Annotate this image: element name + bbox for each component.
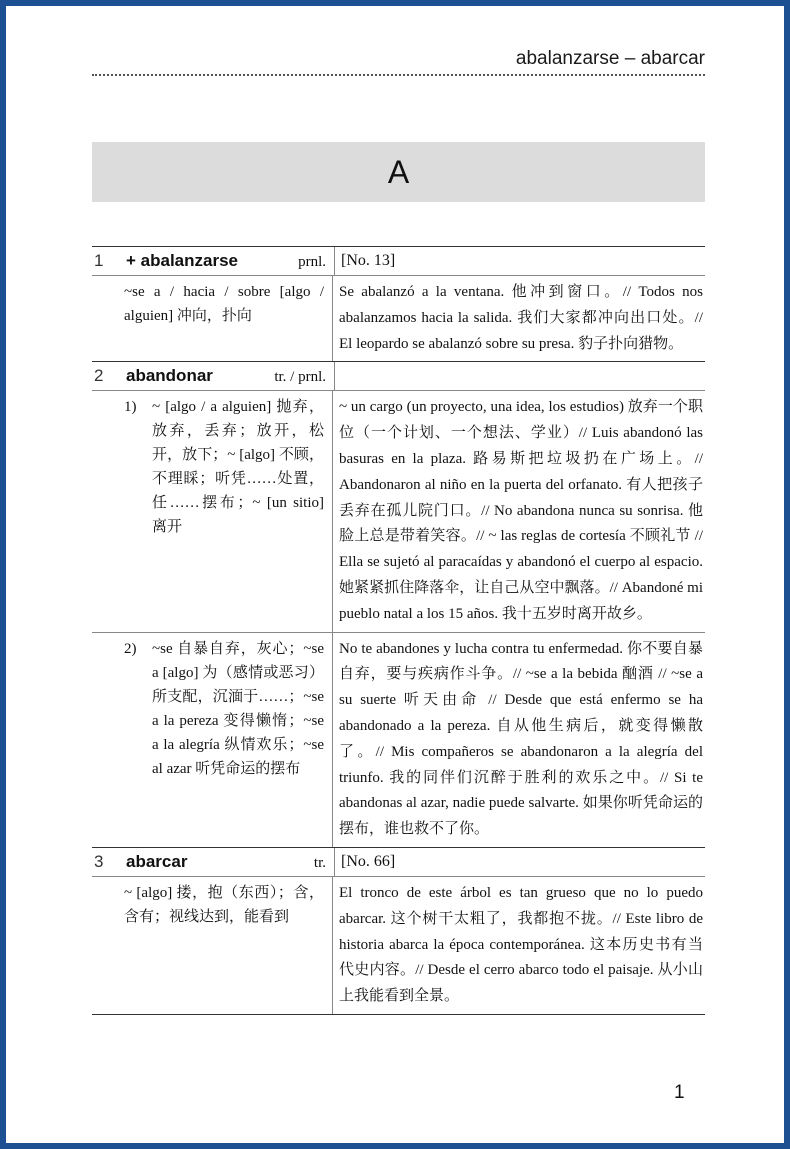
sense-examples: ~ un cargo (un proyecto, una idea, los estudios) 放弃一个职位（一个计划、一个想法、学业）// Luis abandonó las basuras en la plaza. 路易斯把垃圾扔在广场上。// Abandonaron al niño en la puerta del orfanato. 有人把孩子丢弃在孤儿院门口。// No abandona nunca su sonrisa. 他脸上总是带着笑容。// ~ las reglas de cortesía 不顾礼节 // Ella se sujetó al paracaídas y abandonó el cuerpo al espacio. 她紧紧抓住降落伞，让自己从空中飘落。// Abandoné mi pueblo natal a los 15 años. 我十五岁时离开故乡。 — [332, 391, 705, 631]
reference-cell — [334, 848, 705, 876]
sense-row — [92, 877, 705, 1014]
entry-abalanzarse — [92, 247, 705, 362]
sense-definition: ~se a / hacia / sobre [algo / alguien] 冲向，扑向 — [124, 284, 324, 324]
running-head: abalanzarse – abarcar — [515, 48, 705, 69]
sense-definition-text: ~ [algo / a alguien] 抛弃，放弃，丢弃；放开，松开，放下；~ [algo] 不顾，不理睬；听凭……处置，任……摆布；~ [un sitio] 离开 — [152, 399, 324, 536]
entry-abandonar — [92, 362, 705, 848]
reference-cell — [334, 362, 705, 390]
entry-number: 2 — [94, 366, 104, 386]
part-of-speech: tr. — [313, 854, 326, 871]
sense-row — [92, 632, 705, 847]
section-letter-banner — [92, 142, 705, 202]
sense-examples: Se abalanzó a la ventana. 他冲到窗口。// Todos nos abalanzamos hacia la salida. 我们大家都冲向出口处。// El leopardo se abalanzó sobre su presa. 豹子扑向猎物。 — [332, 276, 705, 361]
part-of-speech: tr. / prnl. — [274, 369, 326, 386]
entry-number: 1 — [94, 251, 104, 270]
sense-examples: El tronco de este árbol es tan grueso que no lo puedo abarcar. 这个树干太粗了，我都抱不拢。// Este libro de historia abarca la época contemporánea. 这本历史书有当代史内容。// Desde el cerro abarco todo el paisaje. 从小山上我能看到全景。 — [332, 877, 705, 1014]
section-letter: A — [387, 153, 410, 190]
entry-number: 3 — [94, 851, 104, 871]
headword: abarcar — [126, 851, 188, 871]
headword-cell — [126, 852, 334, 872]
headword-cell — [126, 251, 334, 271]
sense-number: 1) — [124, 399, 137, 416]
headword-cell — [126, 366, 334, 386]
header-dotted-rule — [92, 74, 705, 76]
sense-definition — [124, 391, 332, 631]
reference-number: [No. 66] — [341, 852, 396, 870]
sense-number: 2) — [124, 640, 137, 657]
sense-definition-text: ~se 自暴自弃，灰心；~se a [algo] 为（感情或恶习）所支配，沉湎于……；~se a la pereza 变得懒惰；~se a la alegría 纵情欢乐；~se al azar 听凭命运的摆布 — [152, 640, 324, 777]
entry-header-row — [92, 362, 705, 391]
reference-cell — [334, 247, 705, 275]
entry-header-row — [92, 848, 705, 877]
entry-abarcar — [92, 848, 705, 1015]
sense-definition — [124, 633, 332, 847]
sense-examples: No te abandones y lucha contra tu enfermedad. 你不要自暴自弃，要与疾病作斗争。// ~se a la bebida 酗酒 // ~se a su suerte 听天由命 // Desde que está enfermo se ha abandonado a la pereza. 自从他生病后，就变得懒散了。// Mis compañeros se abandonaron a la alegría del triunfo. 我的同伴们沉醉于胜利的欢乐之中。// Si te abandonas al azar, nadie puede salvarte. 如果你听凭命运的摆布，谁也救不了你。 — [332, 633, 705, 847]
entries-table — [92, 246, 705, 1015]
part-of-speech: prnl. — [298, 254, 326, 270]
entry-header-row — [92, 247, 705, 276]
sense-row — [92, 276, 705, 361]
reference-number: [No. 13] — [341, 252, 396, 269]
dictionary-page — [6, 6, 784, 1143]
headword: + abalanzarse — [126, 251, 238, 270]
page-number: 1 — [674, 1082, 685, 1103]
sense-row — [92, 391, 705, 631]
sense-definition: ~ [algo] 搂，抱（东西）；含，含有；视线达到，能看到 — [124, 884, 324, 925]
headword: abandonar — [126, 366, 213, 386]
